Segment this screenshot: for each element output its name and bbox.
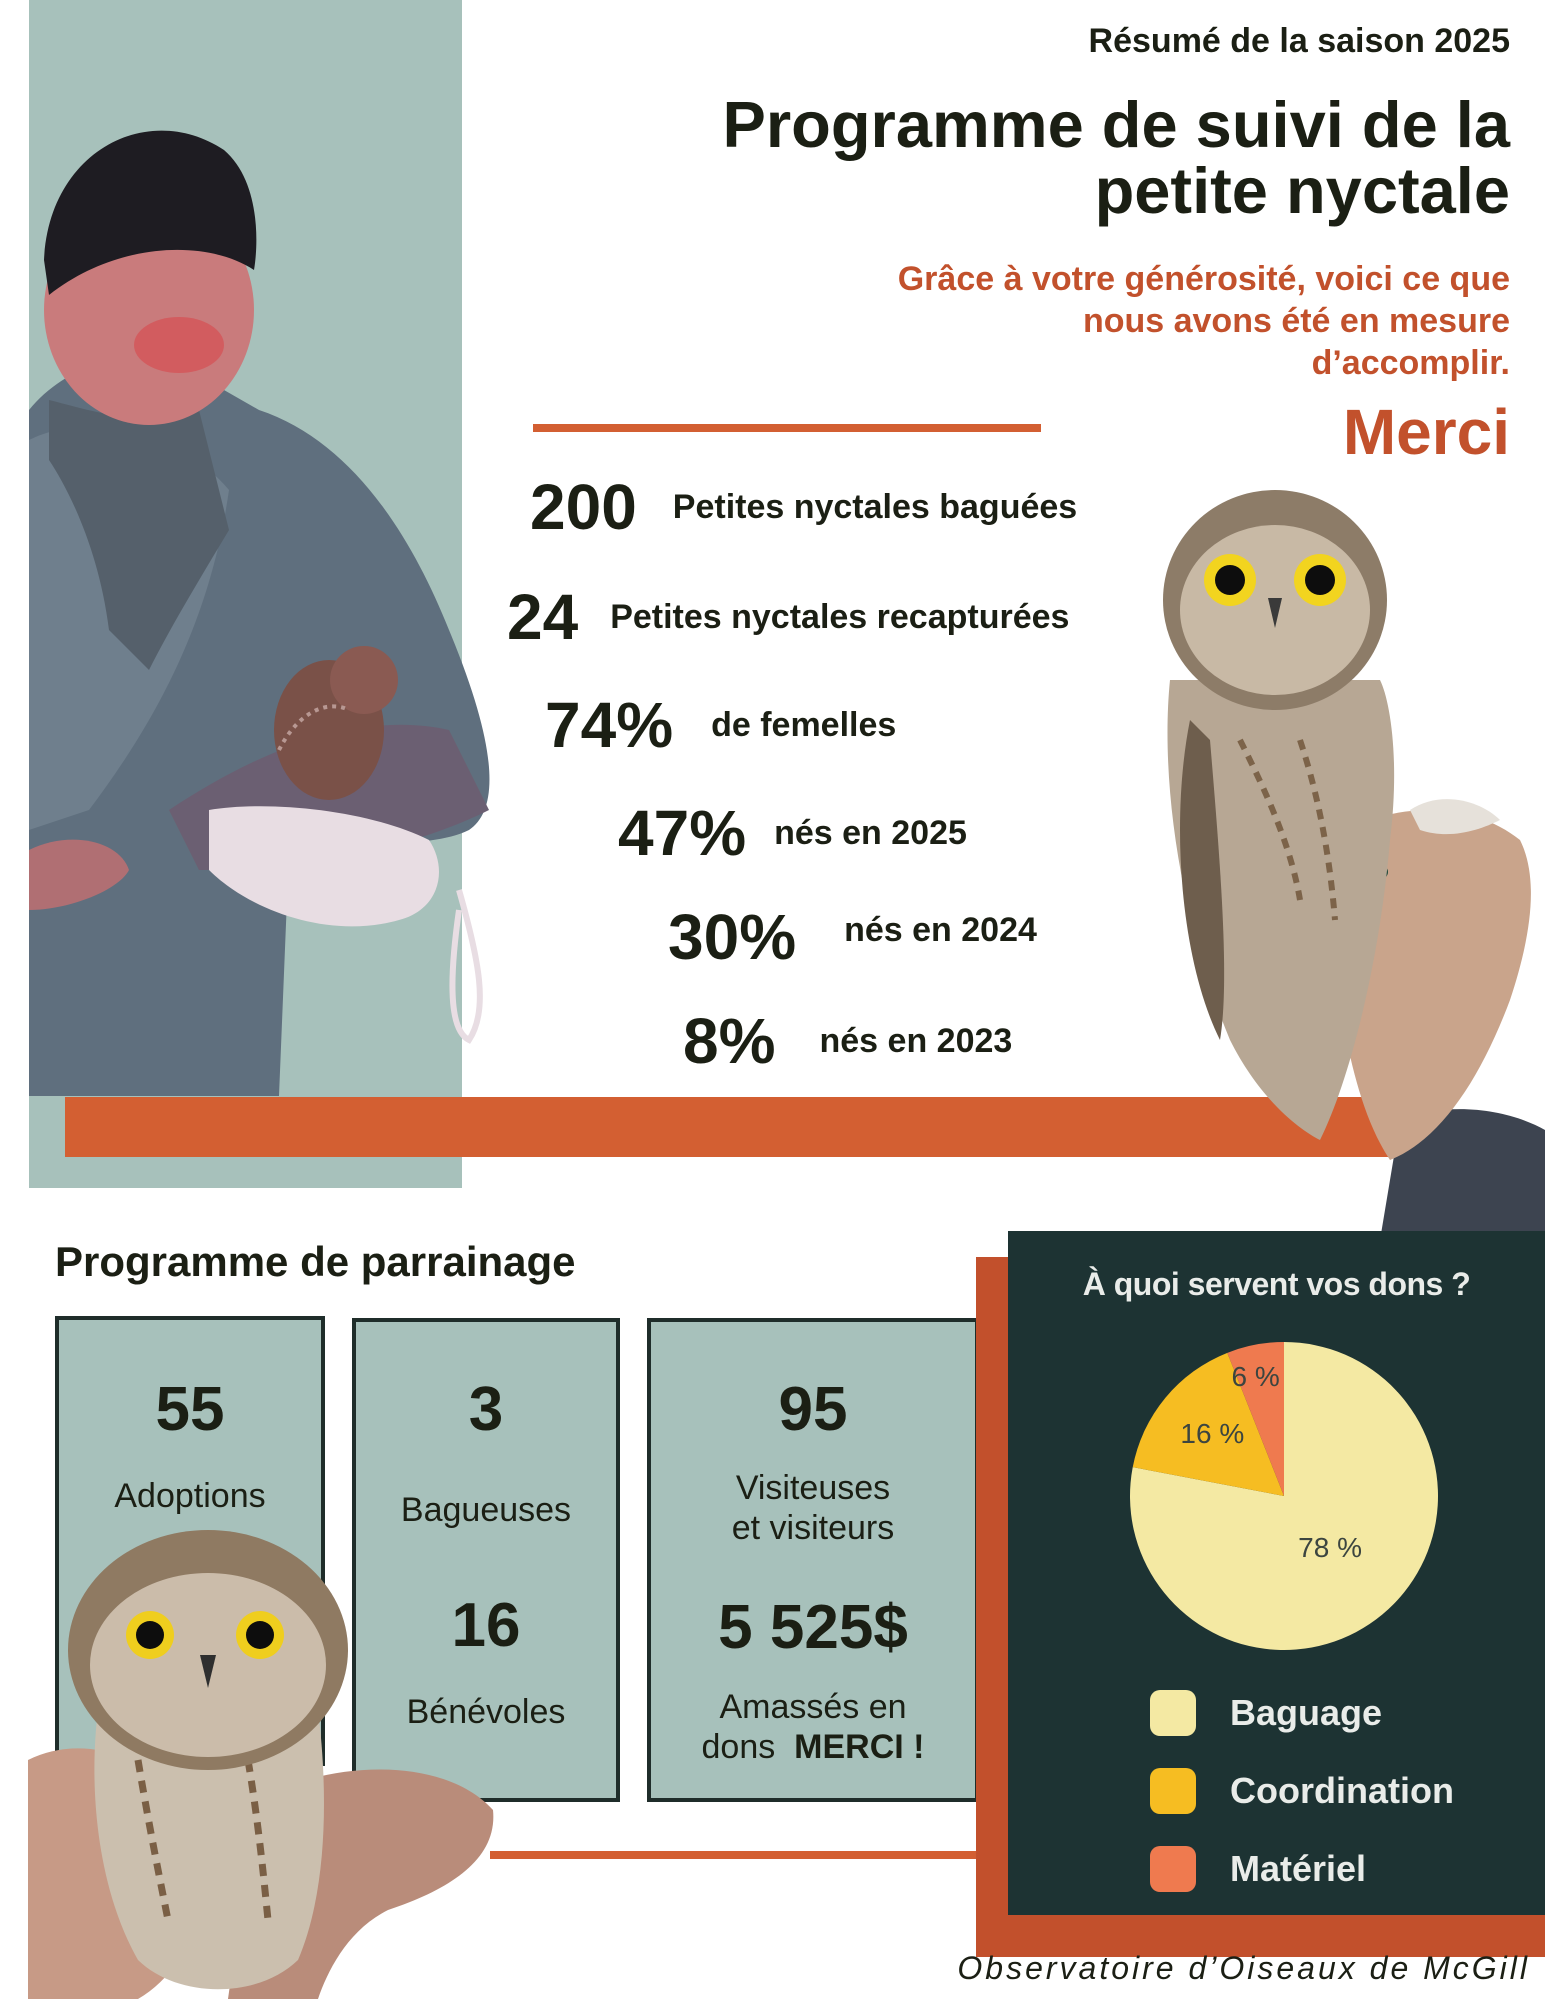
- stat-label: de femelles: [711, 705, 897, 744]
- legend-swatch: [1150, 1690, 1196, 1736]
- donations-value: 5 525$: [718, 1593, 908, 1662]
- stat-value: 200: [530, 471, 637, 543]
- stat-females: [545, 688, 896, 762]
- sponsorship-title: Programme de parrainage: [55, 1238, 576, 1285]
- visitors-label: [651, 1468, 975, 1548]
- page-title: [560, 88, 1510, 227]
- bottom-divider-line: [490, 1851, 985, 1859]
- stat-value: 24: [507, 581, 579, 653]
- volunteers-value: 16: [451, 1591, 521, 1660]
- legend-label: Coordination: [1230, 1770, 1454, 1811]
- donations-chart-title: À quoi servent vos dons ?: [1082, 1266, 1471, 1302]
- legend-swatch: [1150, 1768, 1196, 1814]
- donations-pie-chart: [1128, 1340, 1440, 1652]
- owl-in-hands-photo: [28, 1530, 498, 1999]
- legend-label: Matériel: [1230, 1848, 1367, 1889]
- donations-label: [651, 1687, 975, 1767]
- pie-label: 6 %: [1231, 1361, 1280, 1392]
- stat-value: 8%: [683, 1005, 776, 1077]
- stat-label: nés en 2023: [819, 1021, 1013, 1060]
- adoptions-value: 55: [155, 1375, 225, 1444]
- stat-banded: [530, 470, 1077, 544]
- donations-label-merci: MERCI !: [794, 1728, 925, 1766]
- donations-label-dons: dons: [701, 1728, 776, 1766]
- season-label: Résumé de la saison 2025: [1088, 22, 1510, 60]
- thanks-heading: Merci: [1342, 396, 1510, 468]
- stat-born-2023: [683, 1004, 1012, 1078]
- legend-item-materiel: [1150, 1846, 1366, 1892]
- stat-label: Petites nyctales recapturées: [610, 597, 1070, 636]
- stat-born-2024: [668, 900, 1037, 974]
- subtitle-line-3: d’accomplir.: [1311, 344, 1510, 382]
- footer-organization: Observatoire d’Oiseaux de McGill: [957, 1950, 1530, 1986]
- visitors-label-line-2: et visiteurs: [731, 1509, 895, 1547]
- subtitle-line-1: Grâce à votre générosité, voici ce que: [897, 260, 1510, 298]
- volunteers-label: Bénévoles: [406, 1693, 566, 1731]
- pie-label: 16 %: [1180, 1418, 1245, 1450]
- legend-label: Baguage: [1230, 1692, 1383, 1733]
- stat-recaptured: [507, 580, 1069, 654]
- pie-label: 78 %: [1298, 1532, 1362, 1564]
- saw-whet-owl-photo: [1150, 480, 1545, 1240]
- stat-born-2025: [618, 796, 967, 870]
- donations-label-line-2: [651, 1727, 975, 1767]
- visitors-value: 95: [778, 1375, 848, 1444]
- visitors-label-line-1: Visiteuses: [735, 1469, 891, 1507]
- divider-line: [533, 424, 1041, 432]
- title-line-1: Programme de suivi de la: [722, 88, 1510, 161]
- stat-label: nés en 2025: [774, 813, 967, 852]
- card-visitors-donations: [647, 1318, 979, 1802]
- legend-swatch: [1150, 1846, 1196, 1892]
- page-subtitle: [720, 258, 1510, 384]
- legend-item-baguage: [1150, 1690, 1382, 1736]
- adoptions-label: Adoptions: [114, 1477, 266, 1515]
- banders-label: Bagueuses: [400, 1491, 572, 1529]
- legend-item-coordination: [1150, 1768, 1454, 1814]
- subtitle-line-2: nous avons été en mesure: [1082, 302, 1510, 340]
- title-line-2: petite nyctale: [1094, 154, 1510, 227]
- stat-value: 47%: [618, 797, 747, 869]
- banders-value: 3: [468, 1375, 504, 1444]
- stat-label: nés en 2024: [844, 910, 1037, 949]
- stat-value: 30%: [668, 901, 797, 973]
- stat-value: 74%: [545, 689, 674, 761]
- stat-label: Petites nyctales baguées: [672, 487, 1078, 526]
- donations-label-line-1: Amassés en: [719, 1688, 907, 1726]
